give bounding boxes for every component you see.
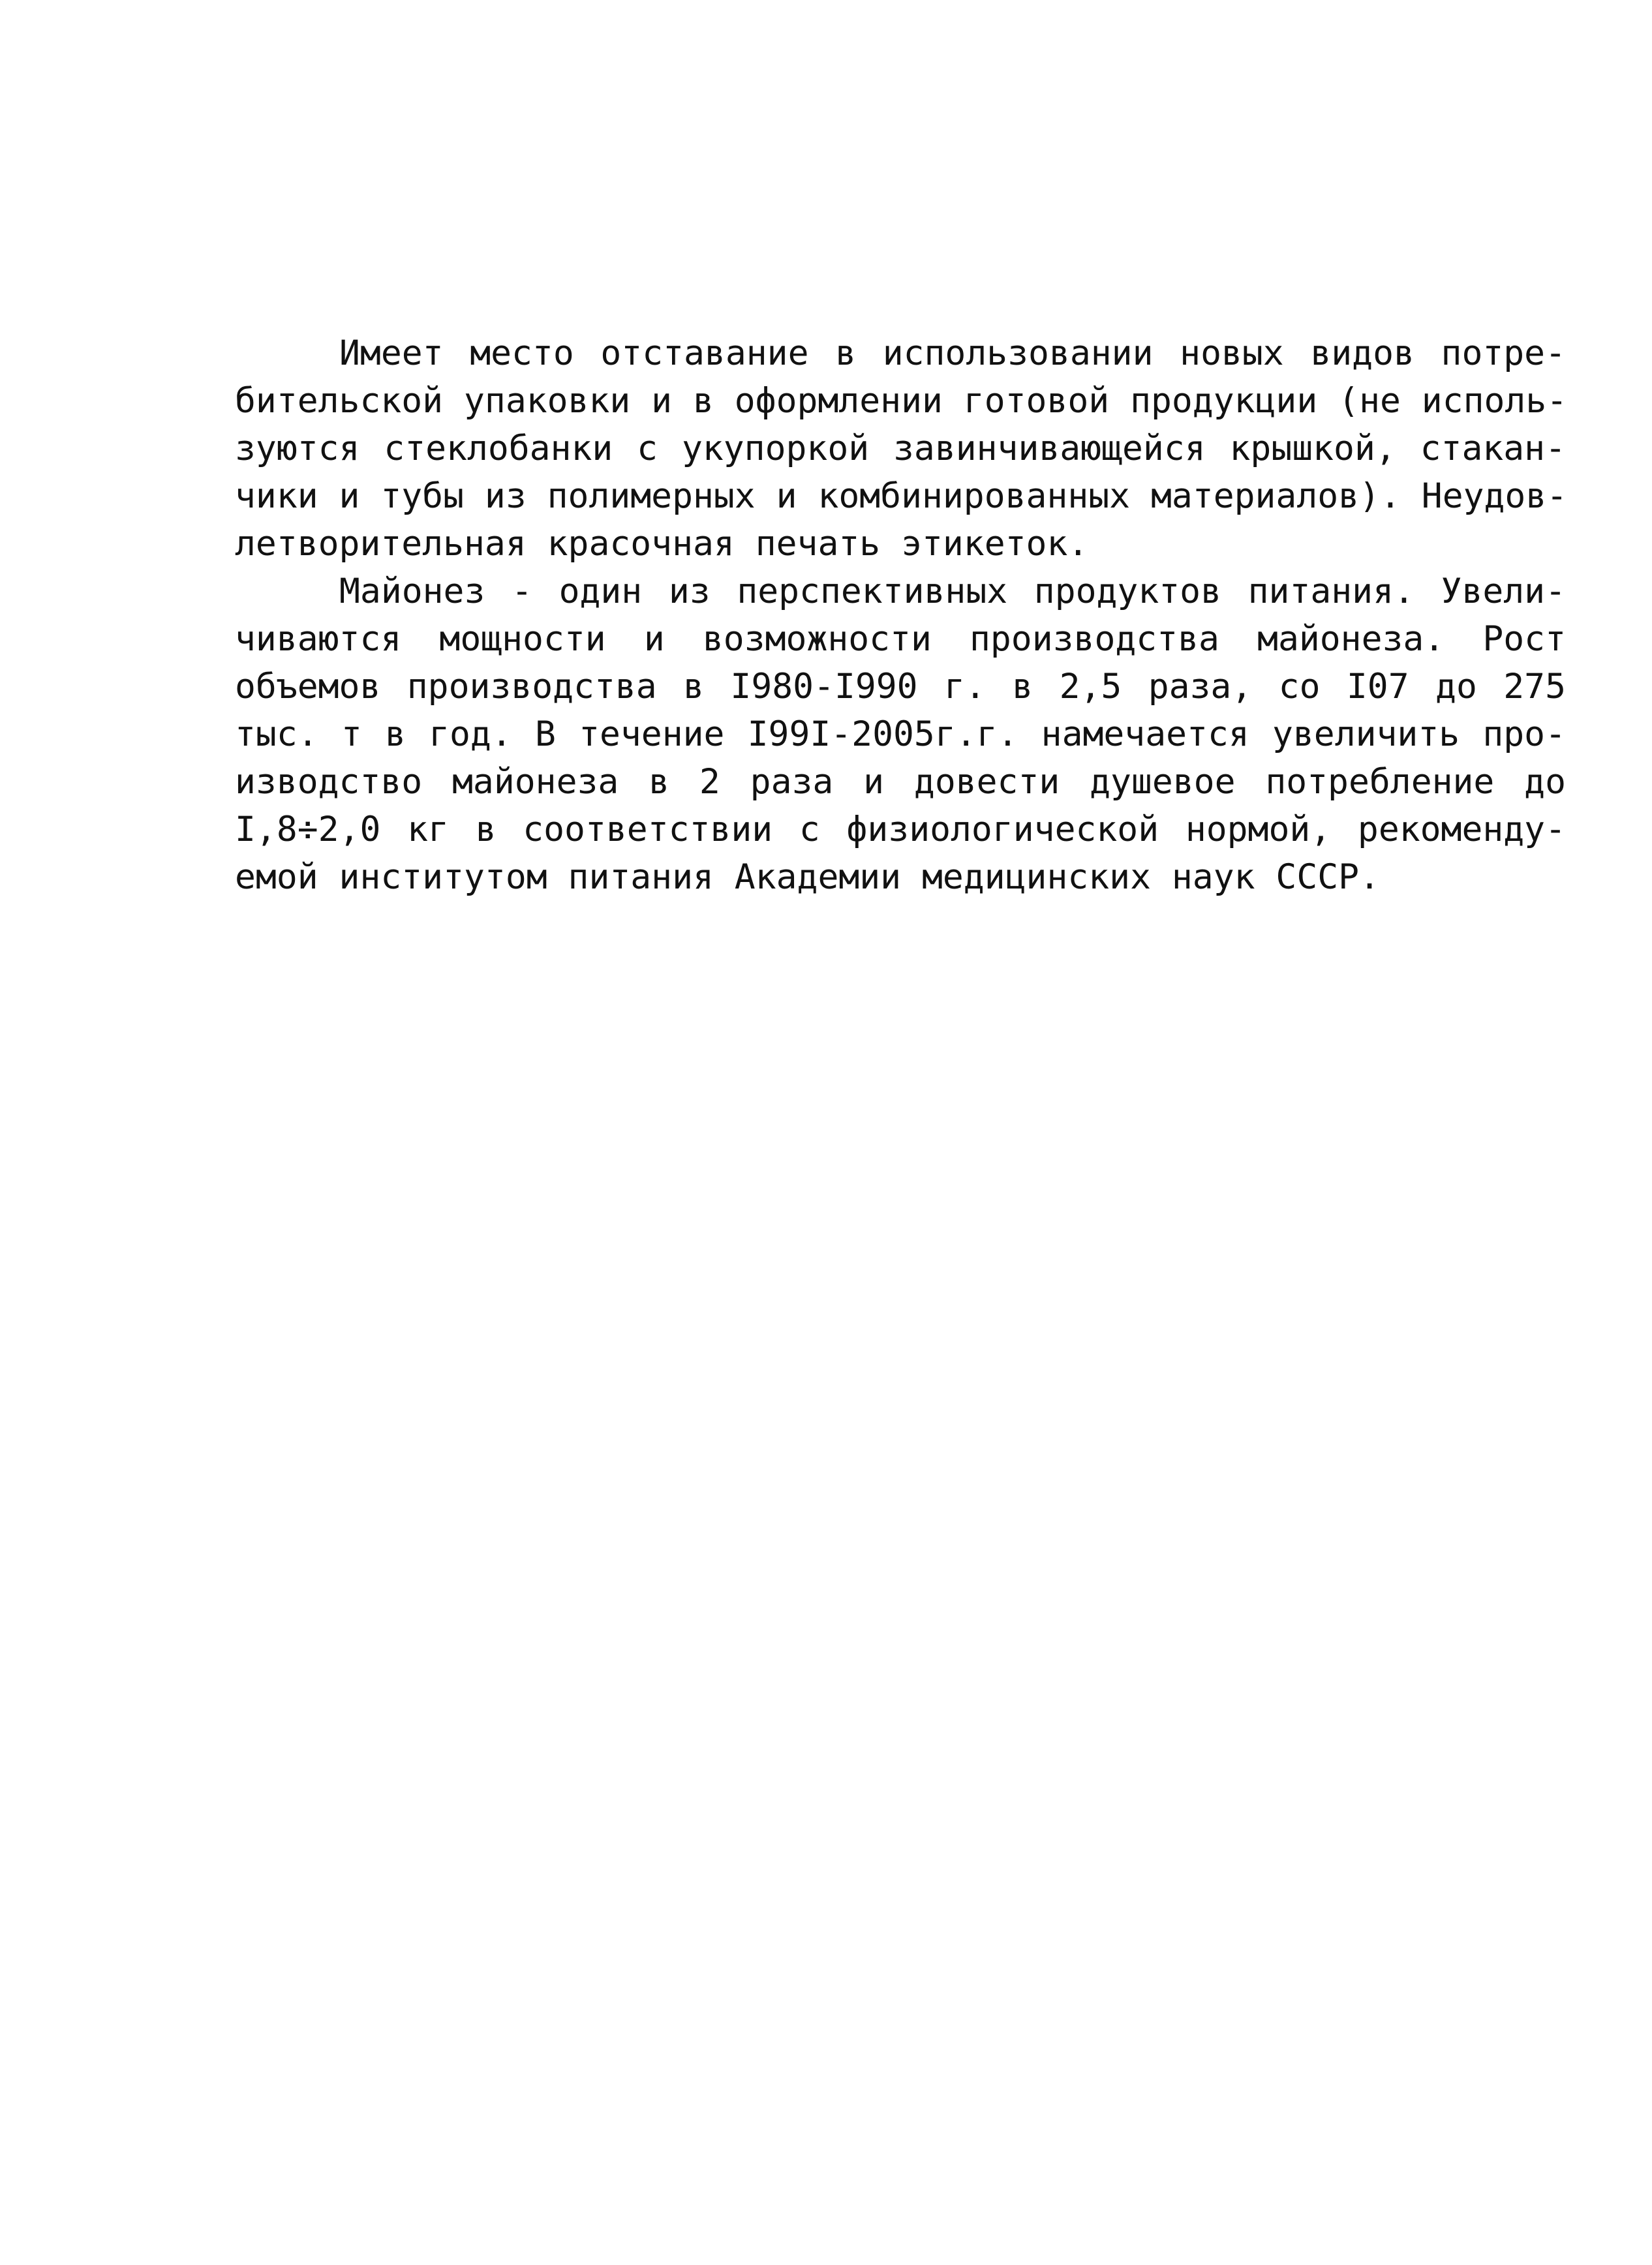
- text-line: изводство майонеза в 2 раза и довести душевое потребление до: [235, 762, 1566, 802]
- text-line: емой институтом питания Академии медицинских наук СССР.: [235, 857, 1380, 897]
- text-line: I,8÷2,0 кг в соответствии с физиологической нормой, рекоменду-: [235, 810, 1566, 849]
- document-body: [235, 329, 1566, 901]
- text-line: Имеет место отставание в использовании новых видов потре-: [339, 333, 1566, 373]
- paragraph-packaging: [235, 329, 1566, 568]
- text-line: тыс. т в год. В течение I99I-2005г.г. намечается увеличить про-: [235, 714, 1566, 754]
- text-line: чиваются мощности и возможности производства майонеза. Рост: [235, 619, 1566, 659]
- paragraph-mayonnaise: [235, 568, 1566, 901]
- text-line: летворительная красочная печать этикеток.: [235, 524, 1089, 564]
- text-line: чики и тубы из полимерных и комбинированных материалов). Неудов-: [235, 476, 1568, 516]
- text-line: Майонез - один из перспективных продуктов питания. Увели-: [339, 571, 1566, 611]
- text-line: бительской упаковки и в оформлении готовой продукции (не исполь-: [235, 381, 1568, 421]
- text-line: объемов производства в I980-I990 г. в 2,5 раза, со I07 до 275: [235, 667, 1566, 707]
- text-line: зуются стеклобанки с укупоркой завинчивающейся крышкой, стакан-: [235, 429, 1566, 468]
